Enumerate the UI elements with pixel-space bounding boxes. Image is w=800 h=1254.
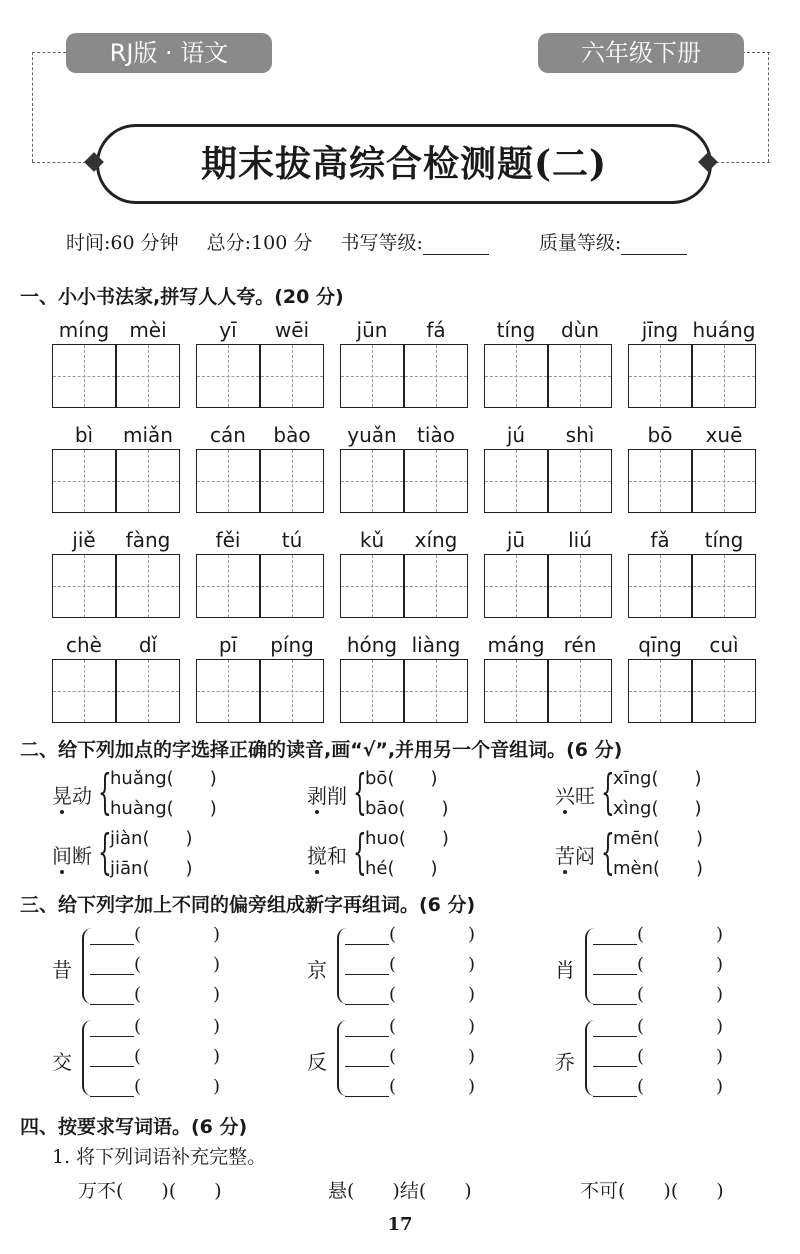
q3-answer-line[interactable]: ( ) xyxy=(90,1016,220,1037)
writing-box[interactable] xyxy=(628,449,692,513)
page-title: 期末拔高综合检测题(二) xyxy=(96,124,712,204)
pinyin-label: chè xyxy=(66,633,102,657)
q2-word: 剥削 xyxy=(307,784,347,808)
q3-answer-line[interactable]: ( ) xyxy=(593,1076,723,1097)
q3-answer-line[interactable]: ( ) xyxy=(345,1016,475,1037)
writing-box[interactable] xyxy=(52,449,116,513)
pinyin-label: pī xyxy=(218,633,238,657)
writing-box[interactable] xyxy=(692,344,756,408)
pinyin-label: wēi xyxy=(274,318,310,342)
pronunciation-option[interactable]: mēn( ) xyxy=(613,828,704,849)
writing-box[interactable] xyxy=(404,554,468,618)
writing-box[interactable] xyxy=(484,449,548,513)
pinyin-label: fǎ xyxy=(650,528,670,552)
q3-answer-line[interactable]: ( ) xyxy=(593,954,723,975)
writing-grade-blank[interactable] xyxy=(423,236,489,255)
emphasis-dot-icon xyxy=(315,870,319,874)
pinyin-label: huáng xyxy=(692,318,756,342)
writing-box[interactable] xyxy=(52,659,116,723)
pronunciation-option[interactable]: huàng( ) xyxy=(110,798,217,819)
pinyin-label: fěi xyxy=(215,528,241,552)
writing-box[interactable] xyxy=(260,449,324,513)
writing-grade-label: 书写等级: xyxy=(340,232,510,254)
q2-word: 兴旺 xyxy=(555,784,595,808)
q4-item-3[interactable]: 不可( )( ) xyxy=(580,1180,724,1202)
q3-answer-line[interactable]: ( ) xyxy=(345,1046,475,1067)
pinyin-label: yī xyxy=(219,318,237,342)
writing-box[interactable] xyxy=(628,344,692,408)
emphasis-dot-icon xyxy=(563,870,567,874)
pinyin-label: liàng xyxy=(411,633,461,657)
q4-item-1[interactable]: 万不( )( ) xyxy=(78,1180,222,1202)
pronunciation-option[interactable]: huǎng( ) xyxy=(110,768,217,789)
q3-answer-line[interactable]: ( ) xyxy=(345,984,475,1005)
writing-box[interactable] xyxy=(404,659,468,723)
writing-box[interactable] xyxy=(196,554,260,618)
pinyin-label: jú xyxy=(506,423,526,447)
pinyin-label: cuì xyxy=(709,633,739,657)
brace-icon: { xyxy=(353,764,367,820)
pinyin-label: máng xyxy=(487,633,545,657)
q3-answer-line[interactable]: ( ) xyxy=(90,984,220,1005)
edition-tag: RJ版 · 语文 xyxy=(66,33,272,73)
writing-box[interactable] xyxy=(692,449,756,513)
pinyin-label: shì xyxy=(565,423,595,447)
writing-box[interactable] xyxy=(484,344,548,408)
writing-box[interactable] xyxy=(116,554,180,618)
section-4-heading: 四、按要求写词语。(6 分) xyxy=(20,1116,248,1138)
writing-box[interactable] xyxy=(116,344,180,408)
pronunciation-option[interactable]: hé( ) xyxy=(365,858,438,879)
total-label: 总分:100 分 xyxy=(206,232,313,254)
pronunciation-option[interactable]: jiàn( ) xyxy=(110,828,193,849)
pinyin-label: kǔ xyxy=(359,528,385,552)
exam-meta xyxy=(66,228,731,255)
q3-answer-line[interactable]: ( ) xyxy=(593,984,723,1005)
q3-answer-line[interactable]: ( ) xyxy=(593,1016,723,1037)
pinyin-label: fá xyxy=(426,318,446,342)
pinyin-label: píng xyxy=(270,633,314,657)
emphasis-dot-icon xyxy=(60,870,64,874)
writing-box[interactable] xyxy=(692,659,756,723)
writing-box[interactable] xyxy=(116,449,180,513)
q3-character: 交 xyxy=(52,1050,72,1074)
writing-box[interactable] xyxy=(484,659,548,723)
header-dash xyxy=(742,52,770,53)
pinyin-label: tú xyxy=(281,528,303,552)
q3-answer-line[interactable]: ( ) xyxy=(90,1076,220,1097)
emphasis-dot-icon xyxy=(60,810,64,814)
writing-box[interactable] xyxy=(52,344,116,408)
pinyin-label: bō xyxy=(647,423,673,447)
grade-tag: 六年级下册 xyxy=(538,33,744,73)
brace-icon: { xyxy=(601,764,615,820)
pinyin-label: dǐ xyxy=(138,633,158,657)
q3-character: 肖 xyxy=(555,958,575,982)
writing-box[interactable] xyxy=(628,554,692,618)
writing-box[interactable] xyxy=(260,344,324,408)
pinyin-label: mèi xyxy=(129,318,167,342)
pinyin-label: cán xyxy=(210,423,246,447)
pinyin-label: liú xyxy=(568,528,592,552)
writing-box[interactable] xyxy=(484,554,548,618)
writing-box[interactable] xyxy=(692,554,756,618)
writing-box[interactable] xyxy=(340,659,404,723)
time-label: 时间:60 分钟 xyxy=(66,232,179,254)
pronunciation-option[interactable]: huo( ) xyxy=(365,828,449,849)
quality-grade-blank[interactable] xyxy=(621,236,687,255)
writing-box[interactable] xyxy=(196,344,260,408)
pinyin-label: jū xyxy=(506,528,526,552)
q3-answer-line[interactable]: ( ) xyxy=(345,924,475,945)
writing-box[interactable] xyxy=(340,344,404,408)
section-2-heading: 二、给下列加点的字选择正确的读音,画“√”,并用另一个音组词。(6 分) xyxy=(20,739,623,761)
pinyin-label: jiě xyxy=(72,528,96,552)
section-3-heading: 三、给下列字加上不同的偏旁组成新字再组词。(6 分) xyxy=(20,894,476,916)
pinyin-label: miǎn xyxy=(123,423,173,447)
pinyin-label: tíng xyxy=(704,528,744,552)
q3-character: 京 xyxy=(307,958,327,982)
pronunciation-option[interactable]: xīng( ) xyxy=(613,768,702,789)
pinyin-label: yuǎn xyxy=(347,423,397,447)
q2-word: 苦闷 xyxy=(555,844,595,868)
q4-instruction: 1. 将下列词语补充完整。 xyxy=(52,1146,267,1168)
q2-word: 晃动 xyxy=(52,784,92,808)
section-1-heading: 一、小小书法家,拼写人人夸。(20 分) xyxy=(20,286,344,308)
q2-word: 间断 xyxy=(52,844,92,868)
emphasis-dot-icon xyxy=(315,810,319,814)
pinyin-label: jīng xyxy=(641,318,679,342)
header-dash xyxy=(768,52,769,162)
writing-box[interactable] xyxy=(196,449,260,513)
writing-box[interactable] xyxy=(548,344,612,408)
quality-grade-label: 质量等级: xyxy=(539,232,709,254)
pronunciation-option[interactable]: bō( ) xyxy=(365,768,438,789)
writing-box[interactable] xyxy=(548,554,612,618)
q3-answer-line[interactable]: ( ) xyxy=(90,924,220,945)
pinyin-label: bì xyxy=(74,423,94,447)
brace-icon: { xyxy=(353,824,367,880)
pronunciation-option[interactable]: jiān( ) xyxy=(110,858,193,879)
q3-character: 反 xyxy=(307,1050,327,1074)
writing-box[interactable] xyxy=(340,554,404,618)
pinyin-label: qīng xyxy=(638,633,682,657)
q3-answer-line[interactable]: ( ) xyxy=(90,954,220,975)
pinyin-label: tiào xyxy=(417,423,455,447)
pronunciation-option[interactable]: bāo( ) xyxy=(365,798,449,819)
q3-answer-line[interactable]: ( ) xyxy=(593,1046,723,1067)
brace-icon: { xyxy=(98,824,112,880)
q2-word: 搅和 xyxy=(307,844,347,868)
pinyin-label: jūn xyxy=(356,318,388,342)
header-dash xyxy=(716,162,770,163)
q4-item-2[interactable]: 悬( )结( ) xyxy=(328,1180,472,1202)
pinyin-label: míng xyxy=(58,318,110,342)
brace-icon: { xyxy=(601,824,615,880)
writing-box[interactable] xyxy=(116,659,180,723)
q3-answer-line[interactable]: ( ) xyxy=(593,924,723,945)
writing-box[interactable] xyxy=(628,659,692,723)
header-dash xyxy=(32,162,86,163)
pinyin-label: hóng xyxy=(346,633,398,657)
q3-character: 乔 xyxy=(555,1050,575,1074)
writing-box[interactable] xyxy=(548,659,612,723)
writing-box[interactable] xyxy=(196,659,260,723)
writing-box[interactable] xyxy=(52,554,116,618)
writing-box[interactable] xyxy=(404,449,468,513)
writing-box[interactable] xyxy=(548,449,612,513)
pronunciation-option[interactable]: xìng( ) xyxy=(613,798,702,819)
pinyin-label: tíng xyxy=(496,318,536,342)
writing-box[interactable] xyxy=(260,659,324,723)
pinyin-label: fàng xyxy=(125,528,171,552)
pinyin-label: dùn xyxy=(560,318,600,342)
brace-icon: { xyxy=(98,764,112,820)
pronunciation-option[interactable]: mèn( ) xyxy=(613,858,704,879)
q3-answer-line[interactable]: ( ) xyxy=(345,1076,475,1097)
writing-box[interactable] xyxy=(340,449,404,513)
pinyin-label: xíng xyxy=(414,528,458,552)
header-dash xyxy=(32,52,66,53)
emphasis-dot-icon xyxy=(563,810,567,814)
writing-box[interactable] xyxy=(404,344,468,408)
header-dash xyxy=(32,52,33,162)
pinyin-label: bào xyxy=(273,423,311,447)
q3-answer-line[interactable]: ( ) xyxy=(90,1046,220,1067)
page-number: 17 xyxy=(387,1214,413,1235)
writing-box[interactable] xyxy=(260,554,324,618)
q3-answer-line[interactable]: ( ) xyxy=(345,954,475,975)
pinyin-label: xuē xyxy=(705,423,743,447)
q3-character: 昔 xyxy=(52,958,72,982)
pinyin-label: rén xyxy=(563,633,597,657)
